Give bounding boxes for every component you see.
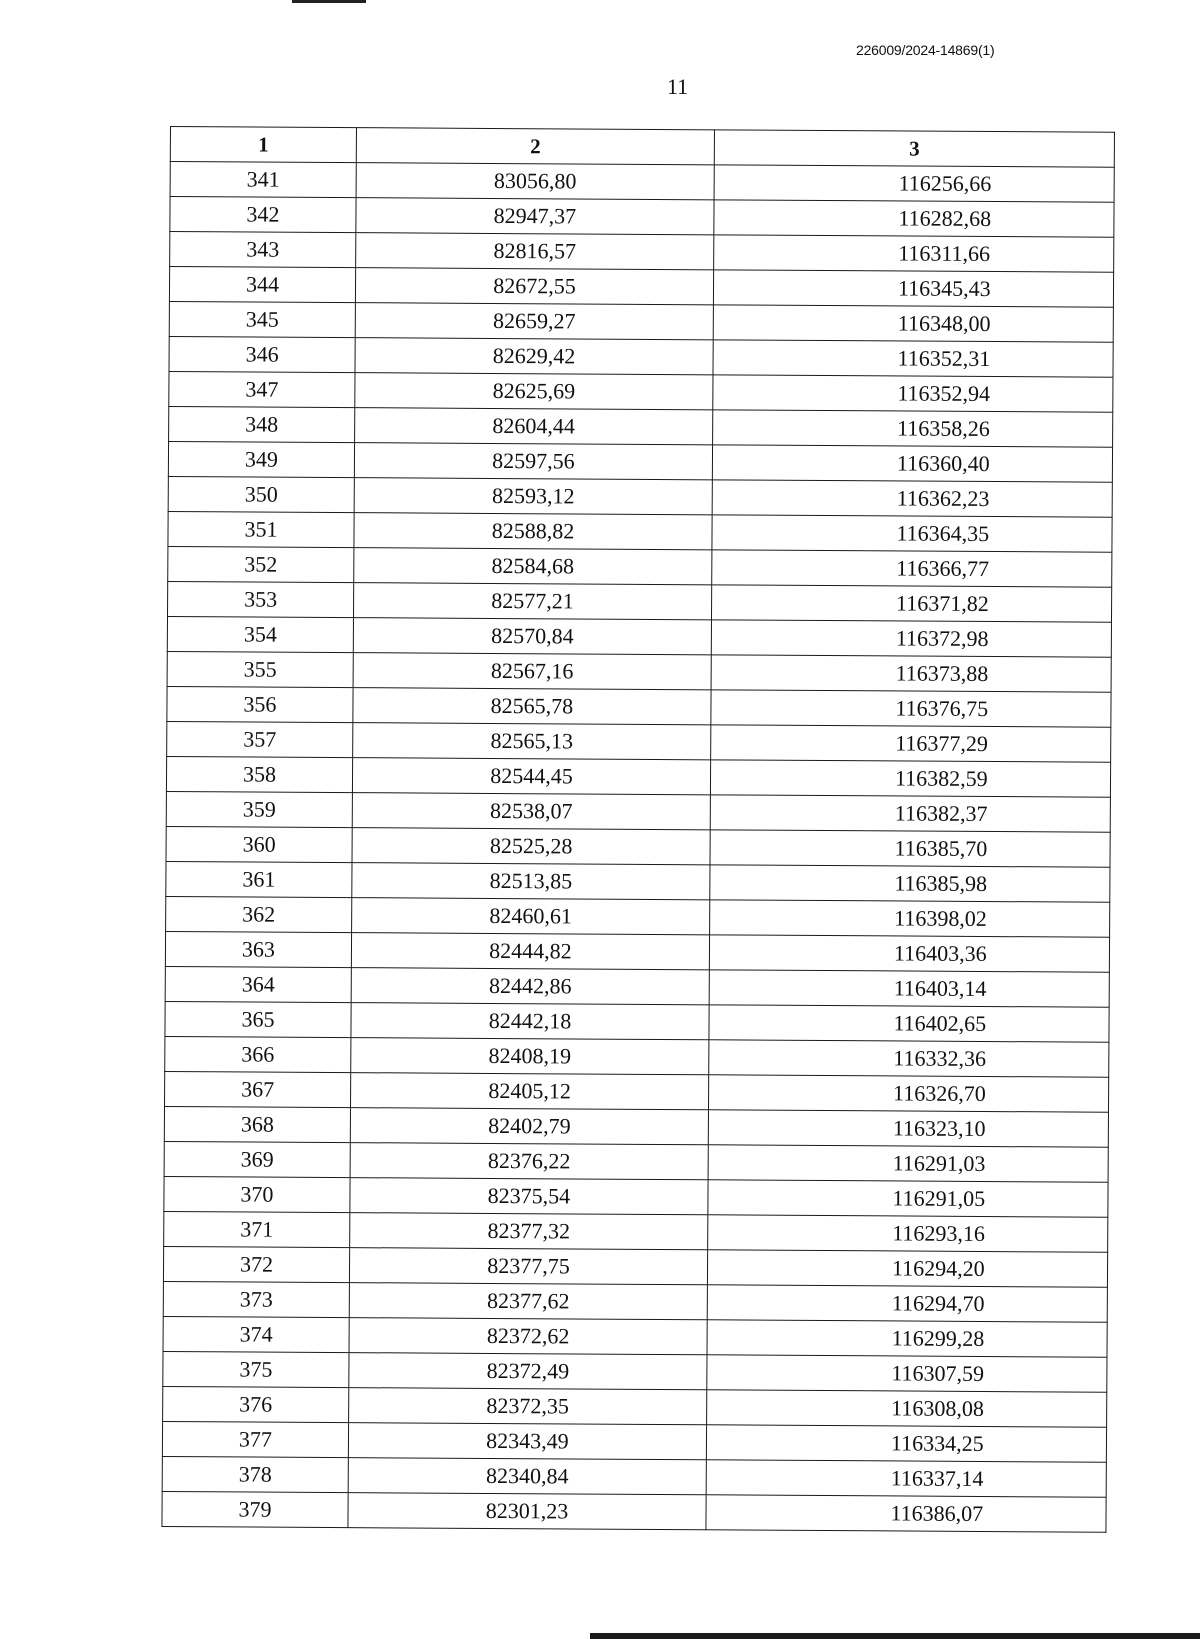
y-coordinate-cell: 116293,16 bbox=[708, 1215, 1108, 1252]
table-row bbox=[165, 931, 1109, 972]
x-coordinate-cell: 82442,86 bbox=[351, 968, 709, 1005]
table-row bbox=[163, 1351, 1107, 1392]
x-coordinate-cell: 82947,37 bbox=[356, 198, 714, 235]
y-coordinate-cell: 116299,28 bbox=[707, 1320, 1107, 1357]
x-coordinate-cell: 82593,12 bbox=[354, 478, 712, 515]
point-number-cell: 373 bbox=[163, 1281, 349, 1317]
table-row bbox=[166, 861, 1110, 902]
y-coordinate-cell: 116373,88 bbox=[711, 655, 1111, 692]
point-number-cell: 370 bbox=[164, 1176, 350, 1212]
point-number-cell: 367 bbox=[165, 1071, 351, 1107]
table-row bbox=[165, 1071, 1109, 1112]
x-coordinate-cell: 82597,56 bbox=[354, 443, 712, 480]
point-number-cell: 363 bbox=[165, 931, 351, 967]
point-number-cell: 360 bbox=[166, 826, 352, 862]
y-coordinate-cell: 116362,23 bbox=[712, 480, 1112, 517]
x-coordinate-cell: 82588,82 bbox=[354, 513, 712, 550]
point-number-cell: 361 bbox=[166, 861, 352, 897]
y-coordinate-cell: 116348,00 bbox=[713, 305, 1113, 342]
point-number-cell: 355 bbox=[167, 651, 353, 687]
y-coordinate-cell: 116291,03 bbox=[708, 1145, 1108, 1182]
point-number-cell: 351 bbox=[168, 511, 354, 547]
x-coordinate-cell: 82567,16 bbox=[353, 653, 711, 690]
y-coordinate-cell: 116256,66 bbox=[714, 165, 1114, 202]
point-number-cell: 375 bbox=[163, 1351, 349, 1387]
y-coordinate-cell: 116311,66 bbox=[714, 235, 1114, 272]
table-row bbox=[163, 1386, 1107, 1427]
y-coordinate-cell: 116385,70 bbox=[710, 830, 1110, 867]
x-coordinate-cell: 82625,69 bbox=[355, 373, 713, 410]
x-coordinate-cell: 82372,35 bbox=[349, 1388, 707, 1425]
y-coordinate-cell: 116398,02 bbox=[710, 900, 1110, 937]
table-row bbox=[163, 1316, 1107, 1357]
x-coordinate-cell: 82301,23 bbox=[348, 1493, 706, 1530]
table-row bbox=[170, 162, 1114, 203]
point-number-cell: 372 bbox=[163, 1246, 349, 1282]
table-row bbox=[169, 406, 1113, 447]
table-row bbox=[166, 826, 1110, 867]
table-row bbox=[168, 476, 1112, 517]
point-number-cell: 364 bbox=[165, 966, 351, 1002]
point-number-cell: 379 bbox=[162, 1491, 348, 1527]
point-number-cell: 342 bbox=[170, 197, 356, 233]
x-coordinate-cell: 82405,12 bbox=[351, 1073, 709, 1110]
table-row bbox=[162, 1421, 1106, 1462]
y-coordinate-cell: 116308,08 bbox=[707, 1390, 1107, 1427]
point-number-cell: 343 bbox=[170, 232, 356, 268]
point-number-cell: 356 bbox=[167, 686, 353, 722]
y-coordinate-cell: 116364,35 bbox=[712, 515, 1112, 552]
point-number-cell: 359 bbox=[166, 791, 352, 827]
point-number-cell: 366 bbox=[165, 1036, 351, 1072]
y-coordinate-cell: 116371,82 bbox=[711, 585, 1111, 622]
point-number-cell: 348 bbox=[169, 406, 355, 442]
x-coordinate-cell: 82444,82 bbox=[351, 933, 709, 970]
x-coordinate-cell: 82672,55 bbox=[355, 268, 713, 305]
coordinates-table bbox=[161, 126, 1115, 1533]
table-row bbox=[164, 1211, 1108, 1252]
x-coordinate-cell: 82538,07 bbox=[352, 793, 710, 830]
table-row bbox=[165, 1036, 1109, 1077]
column-header-2: 2 bbox=[356, 128, 714, 165]
y-coordinate-cell: 116360,40 bbox=[712, 445, 1112, 482]
x-coordinate-cell: 82659,27 bbox=[355, 303, 713, 340]
document-number: 226009/2024-14869(1) bbox=[856, 42, 995, 58]
bottom-scan-line bbox=[590, 1633, 1200, 1639]
x-coordinate-cell: 82408,19 bbox=[351, 1038, 709, 1075]
x-coordinate-cell: 82513,85 bbox=[352, 863, 710, 900]
x-coordinate-cell: 82460,61 bbox=[352, 898, 710, 935]
y-coordinate-cell: 116372,98 bbox=[711, 620, 1111, 657]
x-coordinate-cell: 82377,75 bbox=[349, 1248, 707, 1285]
table-row bbox=[168, 511, 1112, 552]
point-number-cell: 374 bbox=[163, 1316, 349, 1352]
table-row bbox=[165, 966, 1109, 1007]
x-coordinate-cell: 82402,79 bbox=[350, 1108, 708, 1145]
table-row bbox=[166, 896, 1110, 937]
point-number-cell: 345 bbox=[169, 301, 355, 337]
y-coordinate-cell: 116403,36 bbox=[709, 935, 1109, 972]
point-number-cell: 350 bbox=[168, 476, 354, 512]
point-number-cell: 376 bbox=[163, 1386, 349, 1422]
y-coordinate-cell: 116282,68 bbox=[714, 200, 1114, 237]
y-coordinate-cell: 116337,14 bbox=[706, 1460, 1106, 1497]
table-row bbox=[167, 721, 1111, 762]
table-row bbox=[162, 1456, 1106, 1497]
point-number-cell: 365 bbox=[165, 1001, 351, 1037]
column-header-1: 1 bbox=[170, 127, 356, 163]
x-coordinate-cell: 82442,18 bbox=[351, 1003, 709, 1040]
y-coordinate-cell: 116294,70 bbox=[707, 1285, 1107, 1322]
x-coordinate-cell: 82604,44 bbox=[355, 408, 713, 445]
table-row bbox=[167, 616, 1111, 657]
table-row bbox=[169, 301, 1113, 342]
point-number-cell: 358 bbox=[166, 756, 352, 792]
y-coordinate-cell: 116294,20 bbox=[707, 1250, 1107, 1287]
point-number-cell: 344 bbox=[169, 267, 355, 303]
point-number-cell: 346 bbox=[169, 336, 355, 372]
x-coordinate-cell: 83056,80 bbox=[356, 163, 714, 200]
x-coordinate-cell: 82816,57 bbox=[356, 233, 714, 270]
coordinates-table-container bbox=[161, 126, 1114, 1533]
y-coordinate-cell: 116358,26 bbox=[713, 410, 1113, 447]
y-coordinate-cell: 116366,77 bbox=[712, 550, 1112, 587]
y-coordinate-cell: 116323,10 bbox=[708, 1110, 1108, 1147]
table-body bbox=[162, 162, 1114, 1533]
y-coordinate-cell: 116382,59 bbox=[710, 760, 1110, 797]
table-row bbox=[168, 441, 1112, 482]
table-row bbox=[169, 267, 1113, 308]
x-coordinate-cell: 82565,78 bbox=[353, 688, 711, 725]
table-row bbox=[163, 1246, 1107, 1287]
point-number-cell: 368 bbox=[164, 1106, 350, 1142]
y-coordinate-cell: 116382,37 bbox=[710, 795, 1110, 832]
x-coordinate-cell: 82570,84 bbox=[353, 618, 711, 655]
point-number-cell: 357 bbox=[167, 721, 353, 757]
y-coordinate-cell: 116352,94 bbox=[713, 375, 1113, 412]
x-coordinate-cell: 82372,62 bbox=[349, 1318, 707, 1355]
y-coordinate-cell: 116385,98 bbox=[710, 865, 1110, 902]
point-number-cell: 349 bbox=[168, 441, 354, 477]
x-coordinate-cell: 82376,22 bbox=[350, 1143, 708, 1180]
table-row bbox=[163, 1281, 1107, 1322]
y-coordinate-cell: 116402,65 bbox=[709, 1005, 1109, 1042]
x-coordinate-cell: 82629,42 bbox=[355, 338, 713, 375]
table-row bbox=[169, 371, 1113, 412]
x-coordinate-cell: 82577,21 bbox=[354, 583, 712, 620]
column-header-3: 3 bbox=[714, 130, 1114, 167]
page-number: 11 bbox=[667, 74, 689, 99]
table-row bbox=[167, 651, 1111, 692]
table-header-row bbox=[170, 127, 1114, 168]
y-coordinate-cell: 116291,05 bbox=[708, 1180, 1108, 1217]
point-number-cell: 369 bbox=[164, 1141, 350, 1177]
top-scan-mark bbox=[292, 0, 366, 3]
x-coordinate-cell: 82525,28 bbox=[352, 828, 710, 865]
table-row bbox=[165, 1001, 1109, 1042]
table-row bbox=[164, 1141, 1108, 1182]
point-number-cell: 352 bbox=[168, 546, 354, 582]
y-coordinate-cell: 116403,14 bbox=[709, 970, 1109, 1007]
point-number-cell: 371 bbox=[164, 1211, 350, 1247]
y-coordinate-cell: 116352,31 bbox=[713, 340, 1113, 377]
y-coordinate-cell: 116377,29 bbox=[711, 725, 1111, 762]
point-number-cell: 354 bbox=[167, 616, 353, 652]
x-coordinate-cell: 82377,62 bbox=[349, 1283, 707, 1320]
table-row bbox=[164, 1106, 1108, 1147]
x-coordinate-cell: 82372,49 bbox=[349, 1353, 707, 1390]
x-coordinate-cell: 82375,54 bbox=[350, 1178, 708, 1215]
table-row bbox=[168, 546, 1112, 587]
x-coordinate-cell: 82584,68 bbox=[354, 548, 712, 585]
x-coordinate-cell: 82565,13 bbox=[353, 723, 711, 760]
table-row bbox=[162, 1491, 1106, 1532]
table-row bbox=[167, 686, 1111, 727]
point-number-cell: 377 bbox=[162, 1421, 348, 1457]
point-number-cell: 353 bbox=[168, 581, 354, 617]
x-coordinate-cell: 82340,84 bbox=[348, 1458, 706, 1495]
point-number-cell: 341 bbox=[170, 162, 356, 198]
point-number-cell: 378 bbox=[162, 1456, 348, 1492]
y-coordinate-cell: 116307,59 bbox=[707, 1355, 1107, 1392]
table-row bbox=[170, 232, 1114, 273]
table-row bbox=[166, 791, 1110, 832]
table-row bbox=[170, 197, 1114, 238]
y-coordinate-cell: 116334,25 bbox=[706, 1425, 1106, 1462]
table-row bbox=[166, 756, 1110, 797]
y-coordinate-cell: 116386,07 bbox=[706, 1495, 1106, 1532]
point-number-cell: 362 bbox=[166, 896, 352, 932]
table-row bbox=[168, 581, 1112, 622]
table-row bbox=[164, 1176, 1108, 1217]
table-row bbox=[169, 336, 1113, 377]
x-coordinate-cell: 82544,45 bbox=[352, 758, 710, 795]
x-coordinate-cell: 82377,32 bbox=[350, 1213, 708, 1250]
y-coordinate-cell: 116332,36 bbox=[709, 1040, 1109, 1077]
y-coordinate-cell: 116326,70 bbox=[709, 1075, 1109, 1112]
x-coordinate-cell: 82343,49 bbox=[348, 1423, 706, 1460]
y-coordinate-cell: 116345,43 bbox=[713, 270, 1113, 307]
point-number-cell: 347 bbox=[169, 371, 355, 407]
y-coordinate-cell: 116376,75 bbox=[711, 690, 1111, 727]
